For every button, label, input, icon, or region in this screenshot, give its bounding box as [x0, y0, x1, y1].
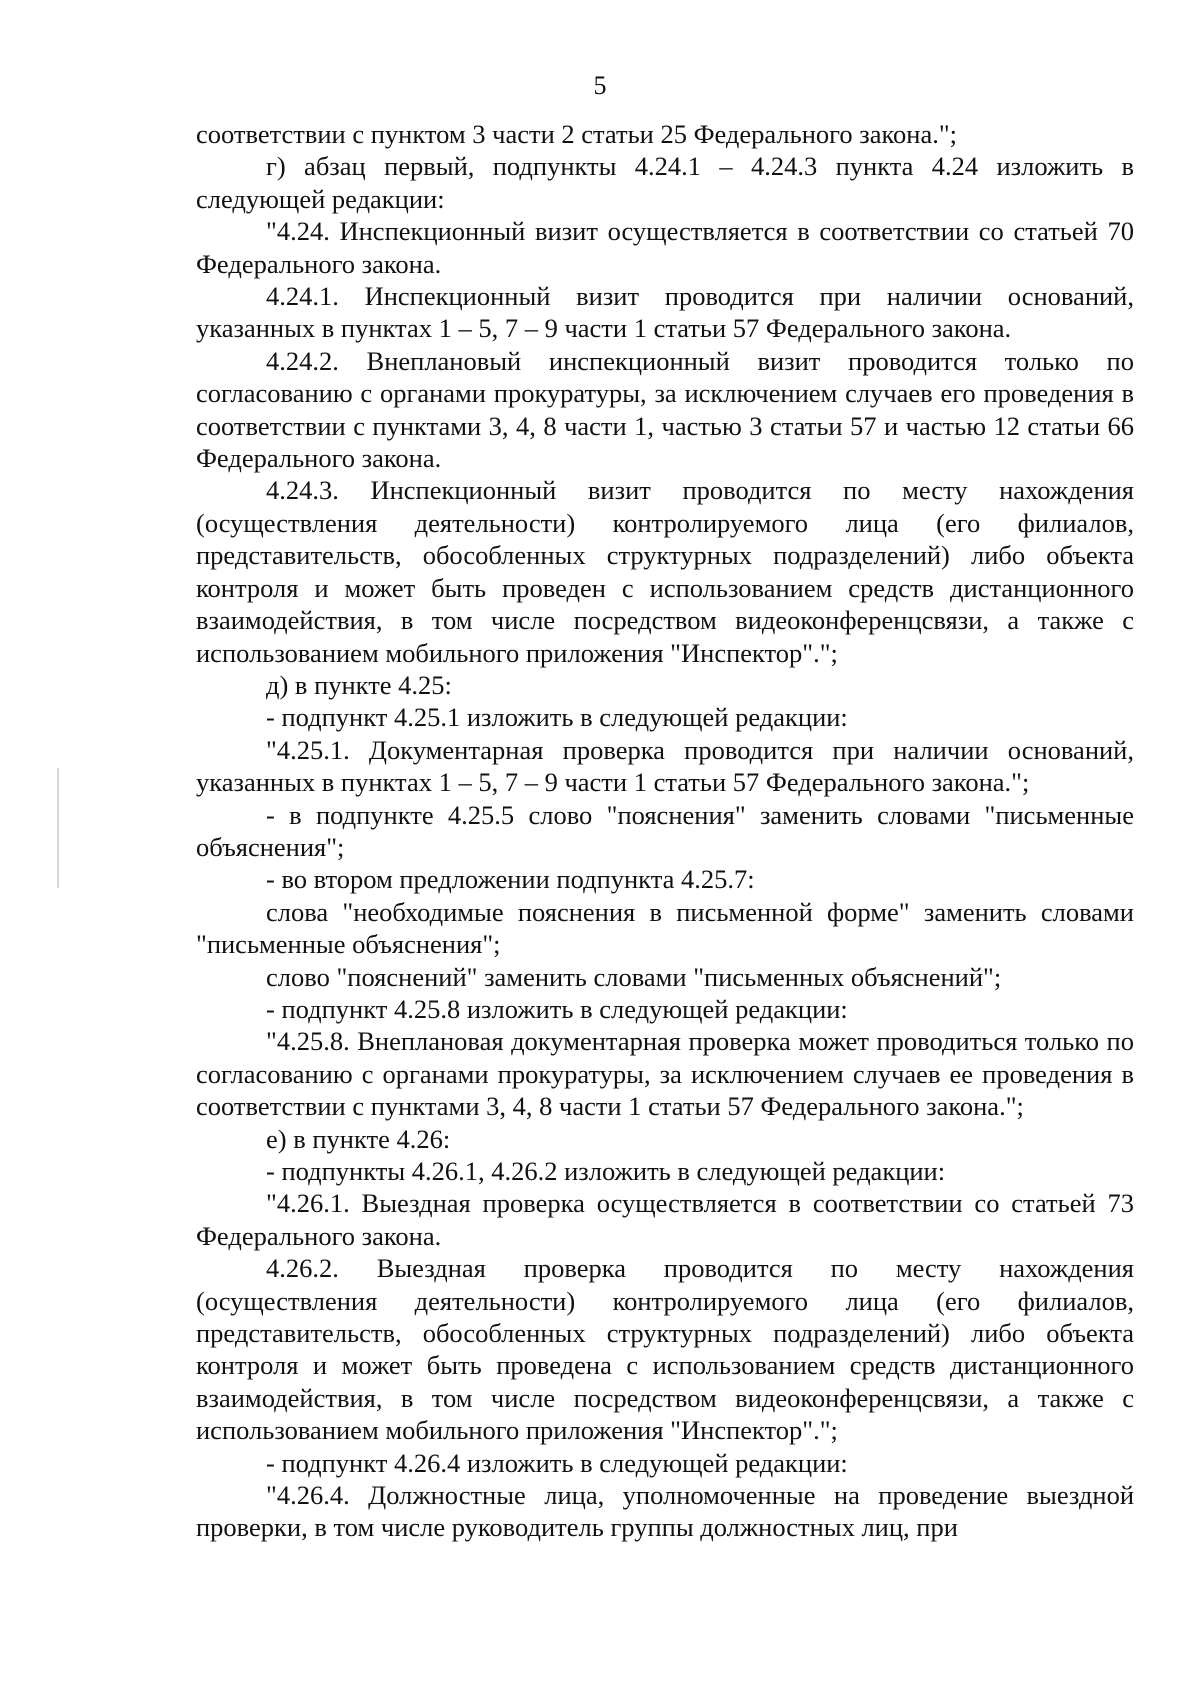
paragraph-4-25-5: - в подпункте 4.25.5 слово "пояснения" заменить словами "письменные объяснения"; [196, 799, 1134, 862]
paragraph-4-24-1: 4.24.1. Инспекционный визит проводится при наличии оснований, указанных в пунктах 1 – 5, 7 – 9 части 1 статьи 57 Федерального закона. [196, 281, 1134, 344]
paragraph-4-26-2: 4.26.2. Выездная проверка проводится по месту нахождения (осуществления деятельности) контролируемого лица (его филиалов, представительств, обособленных структурных подразделений) либо объекта контроля и может быть проведена с использованием средств дистанционного взаимодействия, в том числе посредством видеоконференцсвязи, а также с использованием мобильного приложения "Инспектор"."; [196, 1253, 1134, 1446]
page-number: 5 [593, 71, 607, 100]
paragraph-subitem-4-25-8-intro: - подпункт 4.25.8 изложить в следующей редакции: [266, 993, 848, 1024]
paragraph-subitem-4-26-4-intro: - подпункт 4.26.4 изложить в следующей редакции: [266, 1447, 848, 1478]
paragraph-4-25-1: "4.25.1. Документарная проверка проводится при наличии оснований, указанных в пунктах 1 – 5, 7 – 9 части 1 статьи 57 Федерального закона."; [196, 734, 1134, 798]
paragraph-4-24-2: 4.24.2. Внеплановый инспекционный визит проводится только по согласованию с органами прокуратуры, за исключением случаев его проведения в соответствии с пунктами 3, 4, 8 части 1, частью 3 статьи 57 и частью 12 статьи 66 Федерального закона. [196, 345, 1134, 474]
paragraph-4-24-3: 4.24.3. Инспекционный визит проводится по месту нахождения (осуществления деятельности) контролируемого лица (его филиалов, представительств, обособленных структурных подразделений) либо объекта контроля и может быть проведен с использованием средств дистанционного взаимодействия, в том числе посредством видеоконференцсвязи, а также с использованием мобильного приложения "Инспектор"."; [196, 475, 1134, 668]
paragraph-4-26-4: "4.26.4. Должностные лица, уполномоченные на проведение выездной проверки, в том числе руководитель группы должностных лиц, при [196, 1480, 1134, 1543]
paragraph-item-e: е) в пункте 4.26: [266, 1123, 451, 1154]
paragraph-subitem-4-25-1-intro: - подпункт 4.25.1 изложить в следующей редакции: [266, 702, 848, 733]
paragraph-4-25-7-word: слово "пояснений" заменить словами "письменных объяснений"; [266, 961, 1002, 992]
paragraph-4-25-7-words: слова "необходимые пояснения в письменной форме" заменить словами "письменные объяснения"; [196, 896, 1134, 960]
paragraph-subitems-4-26-intro: - подпункты 4.26.1, 4.26.2 изложить в следующей редакции: [266, 1156, 946, 1186]
paragraph-4-25-8: "4.25.8. Внеплановая документарная проверка может проводиться только по согласованию с органами прокуратуры, за исключением случаев ее проведения в соответствии с пунктами 3, 4, 8 части 1 статьи 57 Федерального закона."; [196, 1026, 1134, 1122]
paragraph-4-25-7-intro: - во втором предложении подпункта 4.25.7: [266, 864, 755, 895]
paragraph-4-24: "4.24. Инспекционный визит осуществляется в соответствии со статьей 70 Федерального закона. [196, 216, 1134, 279]
paragraph-item-g: г) абзац первый, подпункты 4.24.1 – 4.24.3 пункта 4.24 изложить в следующей редакции: [196, 151, 1134, 214]
paragraph-item-d: д) в пункте 4.25: [266, 669, 452, 700]
document-body [196, 118, 1134, 1544]
paragraph-4-26-1: "4.26.1. Выездная проверка осуществляется в соответствии со статьей 73 Федерального закона. [196, 1188, 1134, 1251]
paragraph-continuation: соответствии с пунктом 3 части 2 статьи 25 Федерального закона."; [196, 119, 958, 149]
scan-margin-mark [57, 768, 59, 888]
